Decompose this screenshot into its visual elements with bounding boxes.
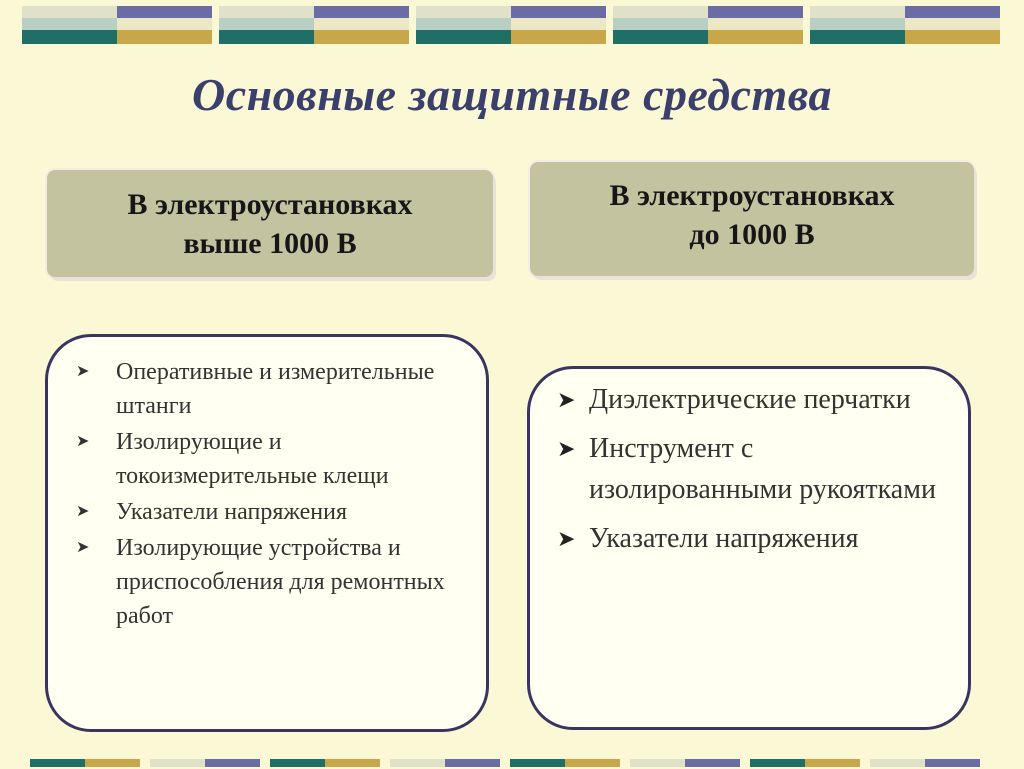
list-item <box>557 428 950 510</box>
header-line: В электроустановках <box>609 179 895 212</box>
band-tile <box>416 6 606 44</box>
band-tile <box>219 6 409 44</box>
arrowhead-bullet-icon: ➤ <box>557 526 576 551</box>
arrowhead-bullet-icon: ➤ <box>76 363 90 380</box>
list-item-text: Изолирующие и токоизмерительные клещи <box>116 429 389 489</box>
list-item <box>76 531 468 633</box>
bullet-list <box>76 355 468 633</box>
header-line: до 1000 В <box>689 218 815 251</box>
protective-means-list-up-to-1000v <box>527 366 971 730</box>
list-item-text: Оперативные и измерительные штанги <box>116 359 435 419</box>
list-item-text: Указатели напряжения <box>116 499 348 525</box>
slide-title: Основные защитные средства <box>191 69 833 120</box>
band-tile <box>22 6 212 44</box>
list-item <box>76 495 468 529</box>
list-item <box>557 518 950 559</box>
top-decorative-band <box>0 6 1024 46</box>
band-tile <box>510 759 620 767</box>
bullet-list <box>557 379 950 559</box>
list-item <box>76 355 468 423</box>
list-item-text: Диэлектрические перчатки <box>589 384 911 415</box>
arrowhead-bullet-icon: ➤ <box>557 436 576 461</box>
band-tile <box>750 759 860 767</box>
list-item <box>557 379 950 420</box>
column-header-above-1000v <box>47 170 493 277</box>
arrowhead-bullet-icon: ➤ <box>76 503 90 520</box>
column-header-up-to-1000v <box>530 162 974 276</box>
arrowhead-bullet-icon: ➤ <box>557 387 576 412</box>
list-item-text: Инструмент с изолированными рукоятками <box>589 433 936 505</box>
band-tile <box>630 759 740 767</box>
header-line: выше 1000 В <box>183 226 357 260</box>
band-tile <box>613 6 803 44</box>
band-tile <box>390 759 500 767</box>
bottom-decorative-band <box>0 759 1024 769</box>
band-tile <box>30 759 140 767</box>
header-line: В электроустановках <box>127 187 413 221</box>
list-item <box>76 425 468 493</box>
band-tile <box>150 759 260 767</box>
protective-means-list-above-1000v <box>45 334 489 732</box>
arrowhead-bullet-icon: ➤ <box>76 433 90 450</box>
band-tile <box>270 759 380 767</box>
list-item-text: Указатели напряжения <box>589 523 859 554</box>
band-tile <box>870 759 980 767</box>
band-tile <box>810 6 1000 44</box>
list-item-text: Изолирующие устройства и приспособления для ремонтных работ <box>116 535 445 629</box>
arrowhead-bullet-icon: ➤ <box>76 539 90 556</box>
